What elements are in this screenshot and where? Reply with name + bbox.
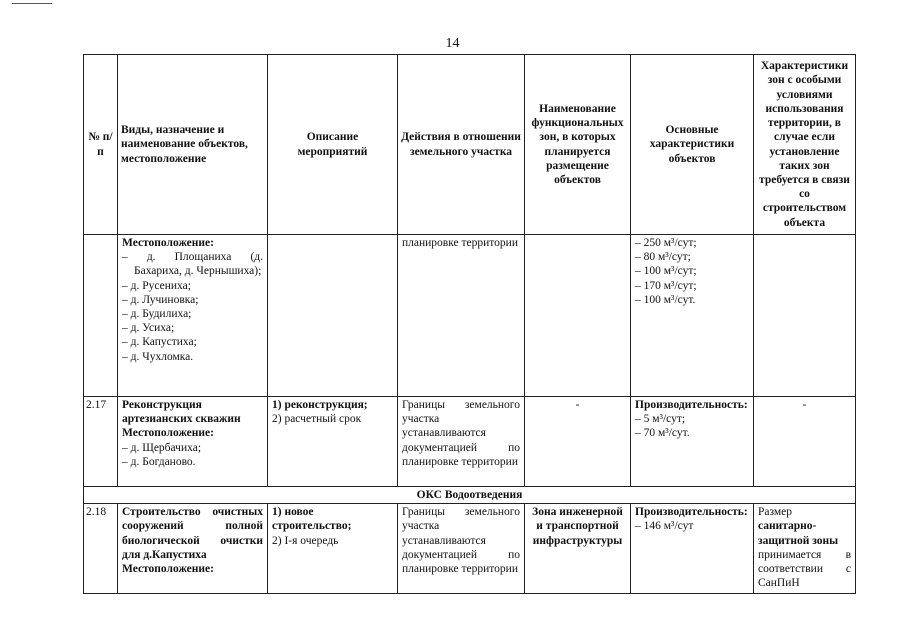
- list-item: – 70 м³/сут.: [635, 427, 690, 440]
- cell-zone-characteristics: [754, 504, 856, 594]
- cell-measures: [268, 235, 398, 397]
- cell-number: 2.17: [84, 397, 118, 487]
- cell-objects: [118, 397, 268, 487]
- list-item: – д. Русениха;: [122, 279, 191, 292]
- header-measures: Описание мероприятий: [268, 55, 398, 235]
- measure-term: 2) расчетный срок: [272, 413, 362, 426]
- table-row-continued: [84, 235, 856, 397]
- list-item: – 80 м³/сут;: [635, 251, 691, 264]
- places-list: [122, 441, 263, 469]
- list-item: – д. Будилиха;: [122, 308, 192, 321]
- list-item: – 250 м³/сут;: [635, 237, 697, 249]
- location-label: Местоположение:: [122, 427, 214, 440]
- list-item: – д. Капустиха;: [122, 336, 197, 349]
- header-main-characteristics: Основные характеристики объектов: [631, 55, 754, 235]
- places-list: [122, 250, 263, 364]
- cell-specs: [631, 397, 754, 487]
- zone-char-text: Размер: [758, 506, 793, 519]
- specs-list: [635, 412, 749, 440]
- list-item: – д. Площаниха (д. Бахариха, д. Чернышиха);: [122, 251, 263, 278]
- header-special-zones: Характеристики зон с особыми условиями использования территории, в случае если установление таких зон требуется в связи со строительством объекта: [754, 55, 856, 235]
- cell-zones: Зона инженерной и транспортной инфраструктуры: [525, 504, 631, 594]
- header-number: № п/п: [84, 55, 118, 235]
- cell-actions: планировке территории: [398, 235, 525, 397]
- list-item: – д. Богданово.: [122, 455, 196, 468]
- spec-label: Производительность:: [635, 399, 748, 411]
- section-row: [84, 487, 856, 504]
- cell-specs: [631, 504, 754, 594]
- cell-zones: -: [525, 397, 631, 487]
- measure-type: 1) реконструкция;: [272, 399, 368, 411]
- measure-type: 1) новое строительство;: [272, 506, 352, 533]
- table-row-2-18: [84, 504, 856, 594]
- zone-char-emphasis: санитарно-защитной зоны: [758, 520, 839, 547]
- spec-label: Производительность:: [635, 506, 748, 519]
- header-land-actions: Действия в отношении земельного участка: [398, 55, 525, 235]
- cell-zone-characteristics: -: [754, 397, 856, 487]
- location-label: Местоположение:: [122, 237, 214, 249]
- cell-actions: Границы земельного участка устанавливаются документацией по планировке территории: [398, 397, 525, 487]
- cell-measures: [268, 504, 398, 594]
- zone-char-text: принимается в соответствии с СанПиН: [758, 548, 851, 590]
- header-object-types: Виды, назначение и наименование объектов, местоположение: [118, 55, 268, 235]
- table-row-2-17: [84, 397, 856, 487]
- list-item: – д. Усиха;: [122, 322, 175, 335]
- cell-number: 2.18: [84, 504, 118, 594]
- list-item: – д. Лучиновка;: [122, 293, 199, 306]
- page-edge-mark: [12, 3, 52, 4]
- cell-actions: Границы земельного участка устанавливаются документацией по планировке территории: [398, 504, 525, 594]
- location-label: Местоположение:: [122, 563, 214, 576]
- measure-term: 2) I-я очередь: [272, 534, 339, 547]
- header-functional-zones: Наименование функциональных зон, в которых планируется размещение объектов: [525, 55, 631, 235]
- list-item: – 100 м³/сут.: [635, 293, 696, 306]
- object-title: Реконструкция артезианских скважин: [122, 399, 241, 426]
- cell-number: [84, 235, 118, 397]
- list-item: – 170 м³/сут;: [635, 279, 697, 292]
- page-number: 14: [445, 36, 460, 51]
- cell-measures: [268, 397, 398, 487]
- cell-objects: [118, 235, 268, 397]
- list-item: – 5 м³/сут;: [635, 413, 686, 426]
- section-title: ОКС Водоотведения: [84, 487, 856, 504]
- table-header-row: [84, 55, 856, 235]
- planning-table: [83, 54, 856, 594]
- list-item: – 146 м³/сут: [635, 520, 694, 533]
- list-item: – д. Щербачиха;: [122, 441, 202, 454]
- specs-list: [635, 519, 749, 533]
- list-item: – 100 м³/сут;: [635, 265, 697, 278]
- cell-zone-characteristics: [754, 235, 856, 397]
- object-title: Строительство очистных сооружений полной биологической очистки для д.Капустиха: [122, 506, 263, 561]
- cell-zones: [525, 235, 631, 397]
- cell-objects: [118, 504, 268, 594]
- specs-list: [635, 236, 749, 307]
- list-item: – д. Чухломка.: [122, 350, 194, 363]
- cell-specs: [631, 235, 754, 397]
